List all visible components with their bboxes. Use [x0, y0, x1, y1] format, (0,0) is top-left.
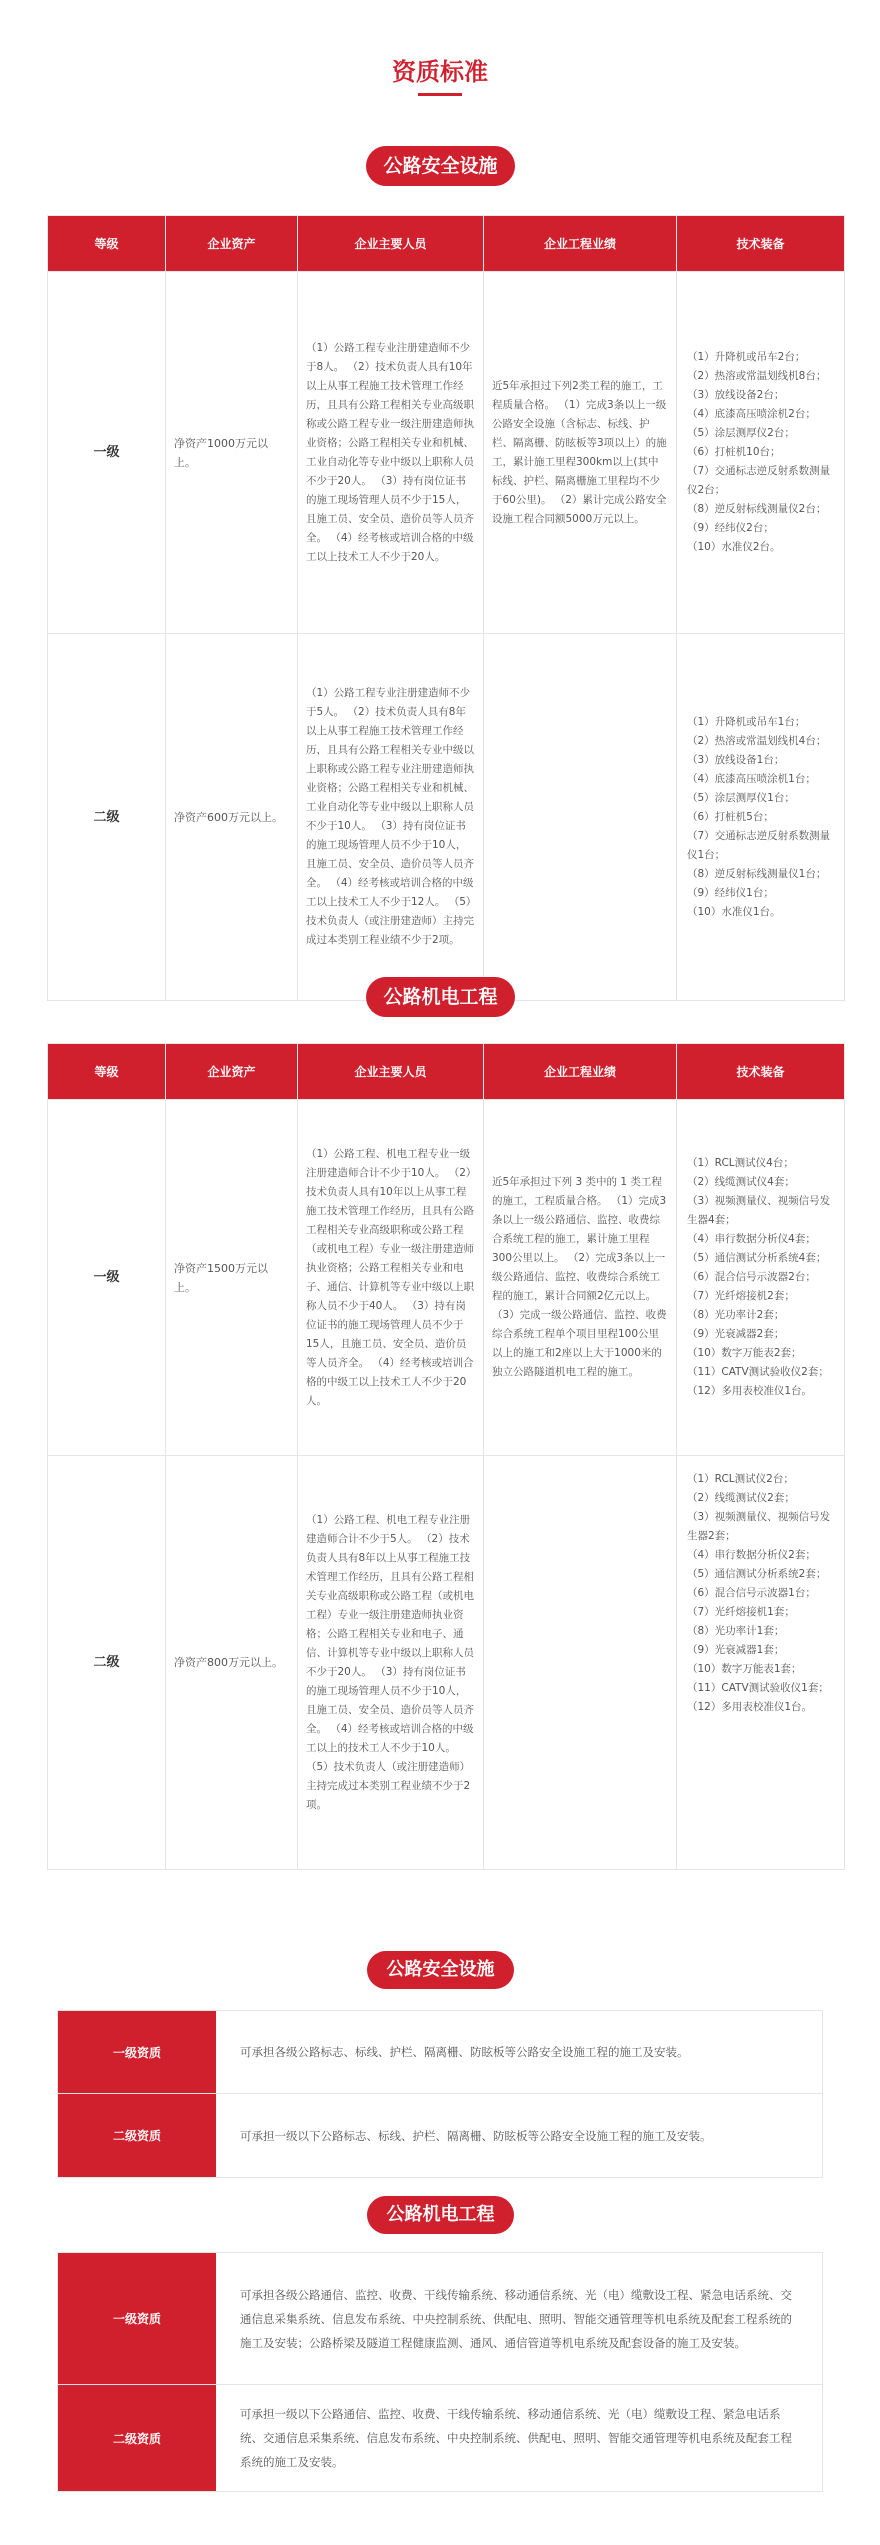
- equipment-item: （2）热溶或常温划线机8台；: [687, 370, 827, 382]
- table-row: [48, 1456, 845, 1870]
- equipment-item: （6）打桩机10台；: [687, 446, 781, 458]
- scope-row: [58, 2094, 822, 2177]
- equipment-item: （11）CATV测试验收仪2套；: [687, 1366, 829, 1378]
- performance-cell: 近5年承担过下列 3 类中的 1 类工程的施工，工程质量合格。 （1）完成3条以上一级公路通信、监控、收费综合系统工程的施工，累计施工里程300公里以上。 （2）完成3条以上一级公路通信、监控、收费综合系统工程的施工，累计合同额2亿元以上。 （3）完成一级公路通信、监控、收费综合系统工程单个项目里程100公里以上的施工和2座以上大于1000米的独立公路隧道机电工程的施工。: [484, 1100, 677, 1456]
- scope-level: 二级资质: [58, 2385, 216, 2491]
- equipment-item: （2）线缆测试仪4套；: [687, 1176, 795, 1188]
- equipment-item: （6）混合信号示波器1台；: [687, 1587, 816, 1599]
- equipment-item: （8）光功率计1套；: [687, 1625, 785, 1637]
- assets-cell: 净资产1500万元以上。: [166, 1100, 298, 1456]
- equipment-item: （6）打桩机5台；: [687, 810, 774, 823]
- equipment-item: （12）多用表校准仪1台。: [687, 1385, 813, 1397]
- header-performance: 企业工程业绩: [484, 1044, 677, 1100]
- table-header-row: [48, 1044, 845, 1100]
- equipment-item: （12）多用表校准仪1台。: [687, 1701, 813, 1713]
- section-pill-safety: 公路安全设施: [366, 146, 515, 186]
- scope-pill-electromechanical: 公路机电工程: [367, 2196, 514, 2234]
- scope-level: 一级资质: [58, 2011, 216, 2093]
- scope-text: 可承担一级以下公路通信、监控、收费、干线传输系统、移动通信系统、光（电）缆敷设工程、紧急电话系统、交通信息采集系统、信息发布系统、中央控制系统、供配电、照明、智能交通管理等机电系统及配套工程系统的施工及安装。: [240, 2407, 792, 2469]
- performance-cell: 近5年承担过下列2类工程的施工，工程质量合格。 （1）完成3条以上一级公路安全设施（含标志、标线、护栏、隔离栅、防眩板等3项以上）的施工，累计施工里程300km以上(其中标线、护栏、隔离栅施工里程均不少于60公里)。 （2）累计完成公路安全设施工程合同额5000万元以上。: [484, 272, 677, 634]
- header-equipment: 技术装备: [677, 216, 845, 272]
- table-safety-facilities: [47, 215, 845, 1001]
- grade-cell: 二级: [48, 1456, 166, 1870]
- equipment-item: （4）底漆高压喷涂机1台；: [687, 772, 816, 785]
- equipment-item: （5）通信测试分析系统4套；: [687, 1252, 827, 1264]
- header-grade: 等级: [48, 216, 166, 272]
- table-header-row: [48, 216, 845, 272]
- table-electromechanical: [47, 1043, 845, 1870]
- equipment-item: （9）经纬仪1台；: [687, 886, 774, 899]
- equipment-item: （9）光衰减器2套；: [687, 1328, 785, 1340]
- header-assets: 企业资产: [166, 1044, 298, 1100]
- equipment-item: （9）光衰减器1套；: [687, 1644, 785, 1656]
- performance-cell: [484, 1456, 677, 1870]
- equipment-item: （10）数字万能表1套；: [687, 1663, 802, 1675]
- header-personnel: 企业主要人员: [298, 216, 484, 272]
- equipment-cell: [677, 1456, 845, 1870]
- equipment-cell: [677, 634, 845, 1001]
- assets-cell: 净资产1000万元以上。: [166, 272, 298, 634]
- equipment-item: （2）热溶或常温划线机4台；: [687, 734, 827, 747]
- scope-level: 二级资质: [58, 2094, 216, 2177]
- equipment-item: （5）通信测试分析系统2套；: [687, 1568, 827, 1580]
- header-grade: 等级: [48, 1044, 166, 1100]
- scope-row: [58, 2011, 822, 2094]
- equipment-item: （3）放线设备1台；: [687, 753, 785, 766]
- equipment-item: （1）升降机或吊车2台；: [687, 351, 806, 363]
- assets-cell: 净资产600万元以上。: [166, 634, 298, 1001]
- table-row: [48, 634, 845, 1001]
- header-equipment: 技术装备: [677, 1044, 845, 1100]
- equipment-cell: [677, 272, 845, 634]
- equipment-item: （4）串行数据分析仪4套；: [687, 1233, 816, 1245]
- personnel-cell: （1）公路工程专业注册建造师不少于8人。 （2）技术负责人具有10年以上从事工程施工技术管理工作经历，且具有公路工程相关专业高级职称或公路工程专业一级注册建造师执业资格；公路工程相关专业和机械、工业自动化等专业中级以上职称人员不少于20人。 （3）持有岗位证书的施工现场管理人员不少于15人，且施工员、安全员、造价员等人员齐全。 （4）经考核或培训合格的中级工以上技术工人不少于20人。: [298, 272, 484, 634]
- equipment-item: （3）放线设备2台；: [687, 389, 785, 401]
- equipment-item: （7）光纤熔接机1套；: [687, 1606, 795, 1618]
- equipment-item: （10）数字万能表2套；: [687, 1347, 802, 1359]
- grade-cell: 二级: [48, 634, 166, 1001]
- title-underline: [418, 93, 462, 96]
- scope-row: [58, 2253, 822, 2385]
- grade-cell: 一级: [48, 1100, 166, 1456]
- page-title: 资质标准: [392, 58, 488, 86]
- personnel-cell: （1）公路工程、机电工程专业一级注册建造师合计不少于10人。 （2）技术负责人具有10年以上从事工程施工技术管理工作经历，且具有公路工程相关专业高级职称或公路工程（或机电工程）专业一级注册建造师执业资格；公路工程相关专业和电子、通信、计算机等专业中级以上职称人员不少于40人。 （3）持有岗位证书的施工现场管理人员不少于15人，且施工员、安全员、造价员等人员齐全。 （4）经考核或培训合格的中级工以上技术工人不少于20人。: [298, 1100, 484, 1456]
- table-row: [48, 272, 845, 634]
- equipment-item: （5）涂层测厚仪2台；: [687, 427, 795, 439]
- equipment-item: （6）混合信号示波器2台；: [687, 1271, 816, 1283]
- header-personnel: 企业主要人员: [298, 1044, 484, 1100]
- equipment-item: （3）视频测量仪、视频信号发生器2套；: [687, 1511, 831, 1542]
- scope-table-safety: [57, 2010, 823, 2178]
- equipment-item: （5）涂层测厚仪1台；: [687, 791, 795, 804]
- equipment-item: （1）升降机或吊车1台；: [687, 715, 806, 728]
- scope-text: 可承担一级以下公路标志、标线、护栏、隔离栅、防眩板等公路安全设施工程的施工及安装。: [240, 2128, 712, 2143]
- scope-text: 可承担各级公路通信、监控、收费、干线传输系统、移动通信系统、光（电）缆敷设工程、紧急电话系统、交通信息采集系统、信息发布系统、中央控制系统、供配电、照明、智能交通管理等机电系统及配套工程系统的施工及安装；公路桥梁及隧道工程健康监测、通风、通信管道等机电系统及配套设备的施工及安装。: [240, 2287, 792, 2350]
- performance-cell: [484, 634, 677, 1001]
- equipment-item: （7）光纤熔接机2套；: [687, 1290, 795, 1302]
- equipment-item: （10）水准仪1台。: [687, 905, 781, 918]
- equipment-item: （7）交通标志逆反射系数测量仪2台；: [687, 465, 831, 496]
- equipment-item: （10）水准仪2台。: [687, 541, 781, 553]
- equipment-cell: [677, 1100, 845, 1456]
- equipment-item: （8）光功率计2套；: [687, 1309, 785, 1321]
- equipment-item: （4）底漆高压喷涂机2台；: [687, 408, 816, 420]
- scope-level: 一级资质: [58, 2253, 216, 2384]
- assets-cell: 净资产800万元以上。: [166, 1456, 298, 1870]
- header-performance: 企业工程业绩: [484, 216, 677, 272]
- equipment-item: （9）经纬仪2台；: [687, 522, 774, 534]
- equipment-item: （1）RCL测试仪4台；: [687, 1157, 794, 1169]
- equipment-item: （1）RCL测试仪2台；: [687, 1473, 794, 1485]
- equipment-item: （2）线缆测试仪2套；: [687, 1492, 795, 1504]
- personnel-cell: （1）公路工程、机电工程专业注册建造师合计不少于5人。 （2）技术负责人具有8年以上从事工程施工技术管理工作经历，且具有公路工程相关专业高级职称或公路工程（或机电工程）专业一级注册建造师执业资格；公路工程相关专业和电子、通信、计算机等专业中级以上职称人员不少于20人。 （3）持有岗位证书的施工现场管理人员不少于10人，且施工员、安全员、造价员等人员齐全。 （4）经考核或培训合格的中级工以上的技术工人不少于10人。 （5）技术负责人（或注册建造师）主持完成过本类别工程业绩不少于2项。: [298, 1456, 484, 1870]
- scope-pill-safety: 公路安全设施: [367, 1951, 514, 1989]
- personnel-cell: （1）公路工程专业注册建造师不少于5人。 （2）技术负责人具有8年以上从事工程施工技术管理工作经历，且具有公路工程相关专业中级以上职称或公路工程专业注册建造师执业资格；公路工程相关专业和机械、工业自动化等专业中级以上职称人员不少于10人。 （3）持有岗位证书的施工现场管理人员不少于10人，且施工员、安全员、造价员等人员齐全。 （4）经考核或培训合格的中级工以上技术工人不少于12人。 （5）技术负责人（或注册建造师）主持完成过本类别工程业绩不少于2项。: [298, 634, 484, 1001]
- equipment-item: （4）串行数据分析仪2套；: [687, 1549, 816, 1561]
- section-pill-electromechanical: 公路机电工程: [366, 977, 515, 1017]
- equipment-item: （7）交通标志逆反射系数测量仪1台；: [687, 829, 831, 861]
- equipment-item: （8）逆反射标线测量仪1台；: [687, 867, 827, 880]
- header-assets: 企业资产: [166, 216, 298, 272]
- table-row: [48, 1100, 845, 1456]
- scope-text: 可承担各级公路标志、标线、护栏、隔离栅、防眩板等公路安全设施工程的施工及安装。: [240, 2045, 689, 2059]
- equipment-item: （3）视频测量仪、视频信号发生器4套；: [687, 1195, 831, 1226]
- grade-cell: 一级: [48, 272, 166, 634]
- equipment-item: （8）逆反射标线测量仪2台；: [687, 503, 827, 515]
- scope-row: [58, 2385, 822, 2491]
- equipment-item: （11）CATV测试验收仪1套；: [687, 1682, 829, 1694]
- scope-table-electromechanical: [57, 2252, 823, 2492]
